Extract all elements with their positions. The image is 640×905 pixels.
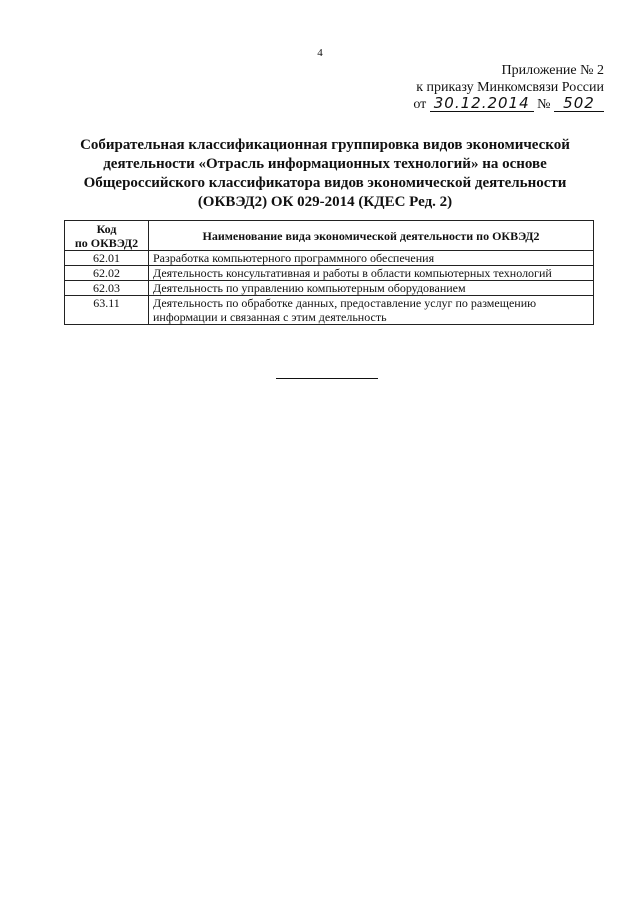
row-code: 62.02 [65, 266, 149, 281]
title-line: Общероссийского классификатора видов экономической деятельности [83, 175, 567, 191]
row-name: Деятельность по обработке данных, предоставление услуг по размещению информации и связанная с этим деятельность [149, 296, 594, 325]
from-label: от [413, 97, 427, 112]
header-code [65, 221, 149, 251]
appendix-title: Приложение № 2 [501, 63, 604, 78]
row-name: Разработка компьютерного программного обеспечения [149, 251, 594, 266]
header-code-line: Код [96, 221, 117, 236]
title-line: Собирательная классификационная группировка видов экономической [80, 137, 570, 153]
row-name: Деятельность по управлению компьютерным оборудованием [149, 281, 594, 296]
table-row [65, 296, 594, 325]
row-code: 62.03 [65, 281, 149, 296]
row-code: 63.11 [65, 296, 149, 325]
table-row [65, 281, 594, 296]
header-code-line: по ОКВЭД2 [74, 235, 139, 250]
row-name: Деятельность консультативная и работы в области компьютерных технологий [149, 266, 594, 281]
table-row [65, 266, 594, 281]
title-line: (ОКВЭД2) ОК 029-2014 (КДЕС Ред. 2) [197, 194, 453, 210]
table-row [65, 251, 594, 266]
title-line: деятельности «Отрасль информационных технологий» на основе [103, 156, 547, 172]
document-title [60, 136, 590, 212]
appendix-block [364, 62, 604, 113]
okved-table [64, 220, 594, 325]
appendix-order-ref: к приказу Минкомсвязи России [416, 80, 604, 95]
handwritten-order-number: 502 [554, 96, 604, 112]
page-number: 4 [317, 47, 323, 59]
order-date-number-line [364, 96, 604, 113]
header-name: Наименование вида экономической деятельности по ОКВЭД2 [149, 221, 594, 251]
row-code: 62.01 [65, 251, 149, 266]
end-separator-line [276, 378, 378, 379]
table-header-row [65, 221, 594, 251]
number-label: № [537, 97, 551, 112]
handwritten-order-date: 30.12.2014 [430, 96, 534, 112]
